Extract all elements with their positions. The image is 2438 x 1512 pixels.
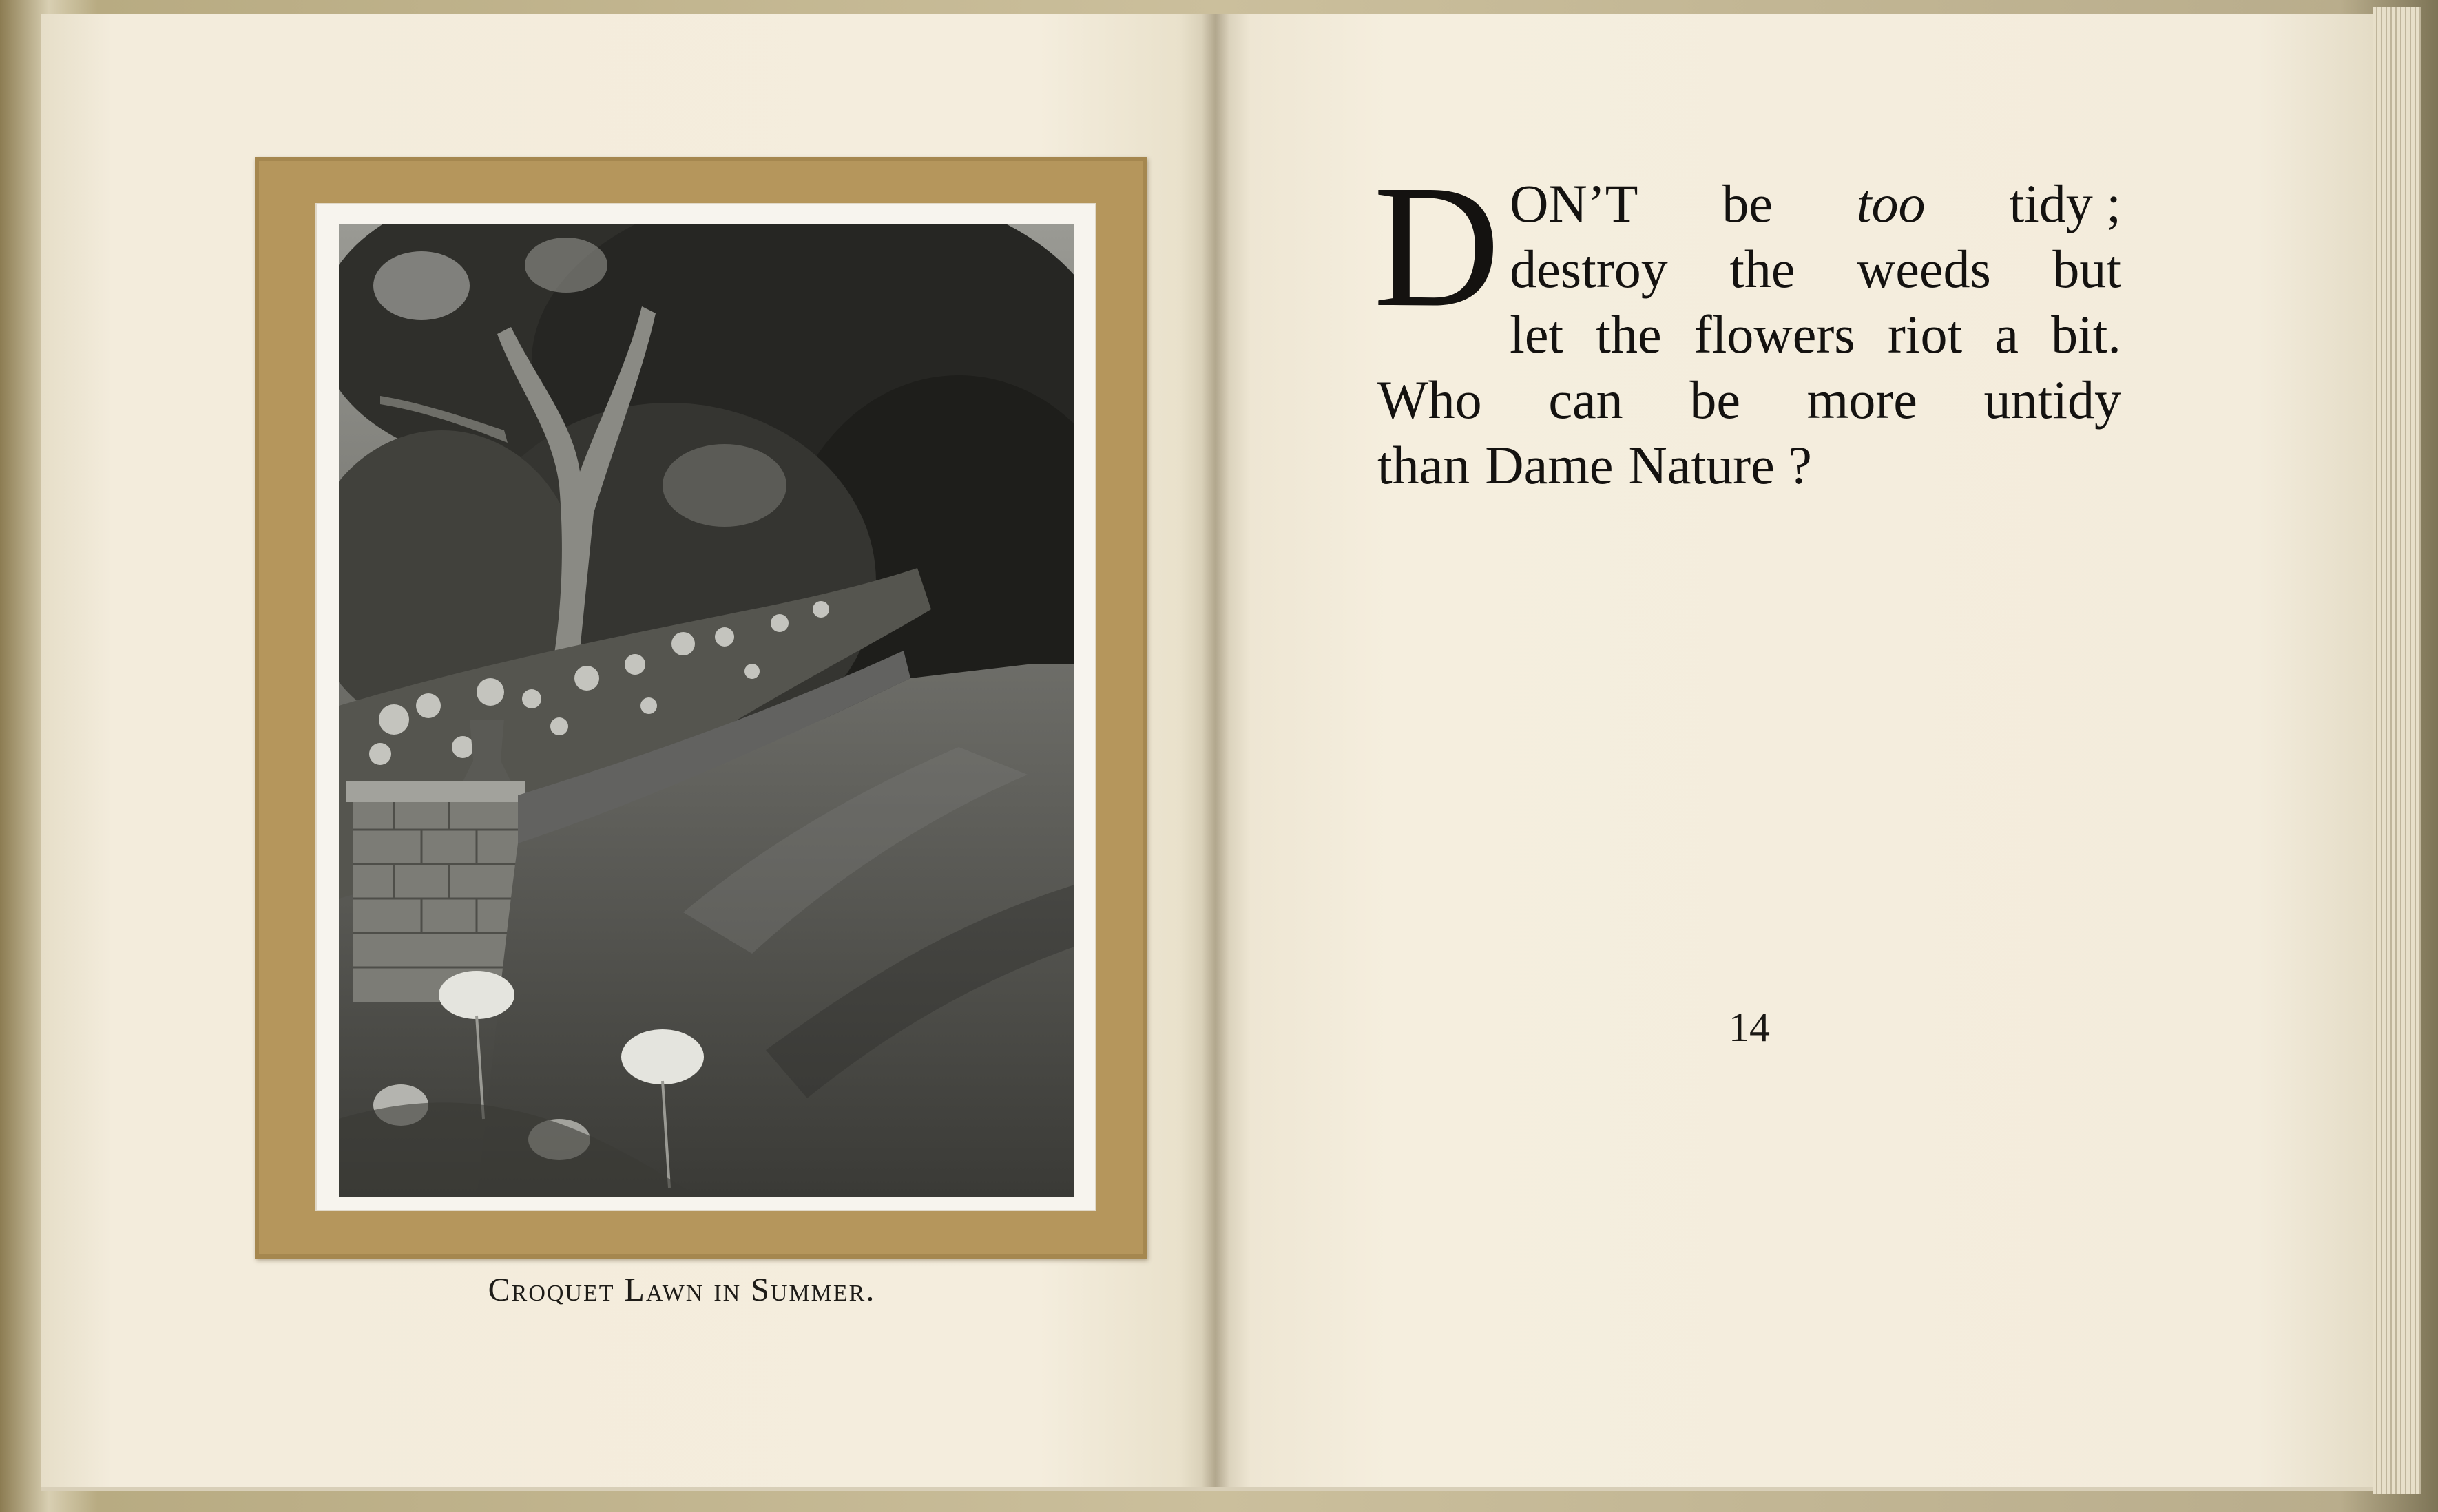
word: but — [2052, 239, 2121, 299]
text-line-4 — [1377, 367, 2121, 432]
word: destroy — [1510, 239, 1668, 299]
word: weeds — [1856, 239, 1991, 299]
garden-photograph — [339, 224, 1074, 1197]
word: Nature ? — [1628, 435, 1812, 495]
word: can — [1548, 370, 1623, 430]
word: bit. — [2051, 304, 2121, 364]
text-line-2 — [1510, 236, 2121, 302]
word: be — [1689, 370, 1740, 430]
page-edges — [2373, 7, 2421, 1494]
word: Dame — [1485, 435, 1614, 495]
word: than — [1377, 435, 1470, 495]
word: the — [1729, 239, 1795, 299]
word: a — [1994, 304, 2019, 364]
body-text — [1373, 149, 2121, 498]
word: flowers — [1694, 304, 1855, 364]
text-line-5 — [1377, 432, 2121, 498]
word: tidy ; — [2009, 174, 2121, 233]
photo-illustration — [339, 224, 1074, 1197]
word: untidy — [1983, 370, 2121, 430]
book-gutter — [1202, 14, 1229, 1487]
page-number: 14 — [1729, 1005, 1770, 1050]
text-line-3 — [1510, 302, 2121, 367]
word: let — [1510, 304, 1564, 364]
text-line-1 — [1510, 171, 2121, 236]
word: be — [1722, 174, 1773, 233]
word: ON’T — [1510, 174, 1638, 233]
word-italic: too — [1856, 174, 1926, 233]
word: more — [1806, 370, 1917, 430]
word: riot — [1887, 304, 1963, 364]
word: Who — [1377, 370, 1482, 430]
photo-caption: Croquet Lawn in Summer. — [488, 1272, 876, 1308]
word: the — [1596, 304, 1662, 364]
drop-cap: D — [1373, 149, 1501, 344]
